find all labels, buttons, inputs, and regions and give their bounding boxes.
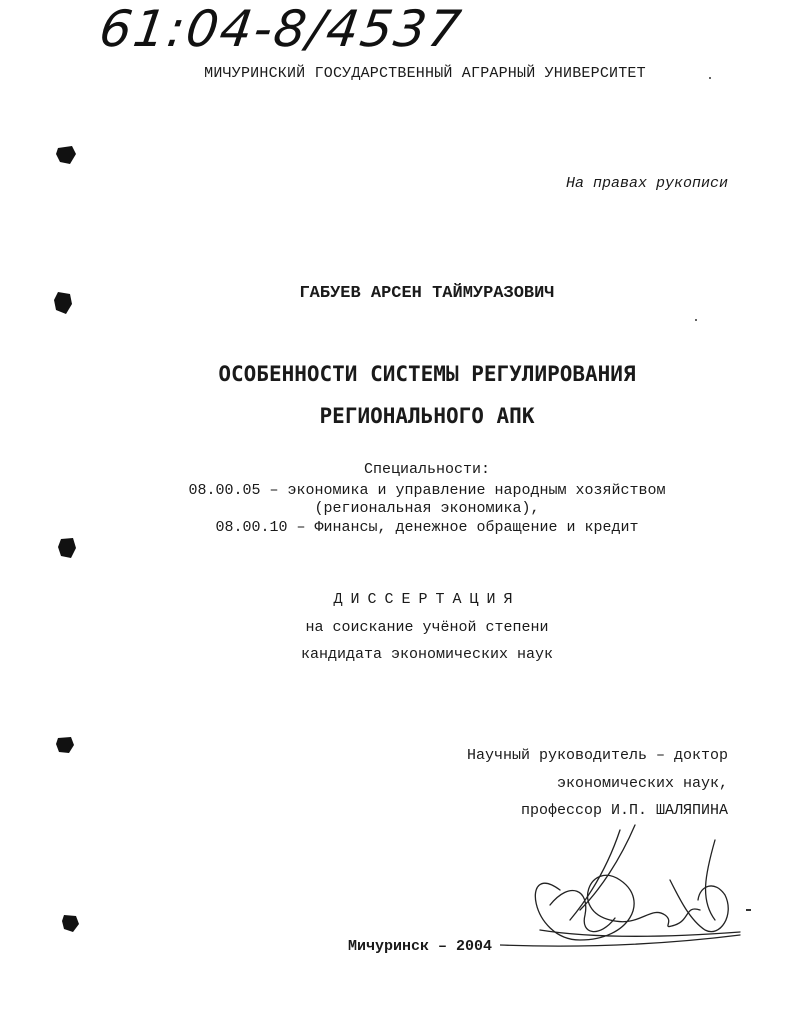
specialty-line-2: (региональная экономика), [314,500,540,517]
supervisor-line-2: экономических наук, [556,775,728,792]
supervisor-line-1: Научный руководитель – доктор [466,747,728,764]
binding-hole-mark [60,912,82,934]
specialties-heading: Специальности: [363,461,491,478]
specialty-line-3: 08.00.10 – Финансы, денежное обращение и кредит [215,519,639,536]
binding-hole-mark [52,290,76,316]
supervisor-line-3: профессор И.П. ШАЛЯПИНА [520,802,728,819]
speck [694,318,698,322]
dissertation-title-line-2: РЕГИОНАЛЬНОГО АПК [319,404,535,428]
speck [746,908,752,912]
specialty-line-1: 08.00.05 – экономика и управление народным хозяйством [188,482,666,499]
degree-line-2: кандидата экономических наук [300,646,554,663]
rights-note: На правах рукописи [565,175,728,192]
degree-line-1: на соискание учёной степени [305,619,549,636]
signature-image [500,820,760,970]
author-name: ГАБУЕВ АРСЕН ТАЙМУРАЗОВИЧ [299,284,555,303]
city-year: Мичуринск – 2004 [348,938,493,955]
archive-code: 61:04-8/4537 [95,0,467,58]
dissertation-label: ДИССЕРТАЦИЯ [333,591,521,608]
binding-hole-mark [56,536,78,560]
dissertation-title-line-1: ОСОБЕННОСТИ СИСТЕМЫ РЕГУЛИРОВАНИЯ [218,362,636,386]
speck [708,76,712,80]
binding-hole-mark [54,734,76,756]
university-name: МИЧУРИНСКИЙ ГОСУДАРСТВЕННЫЙ АГРАРНЫЙ УНИВЕРСИТЕТ [204,65,646,82]
binding-hole-mark [54,144,78,166]
